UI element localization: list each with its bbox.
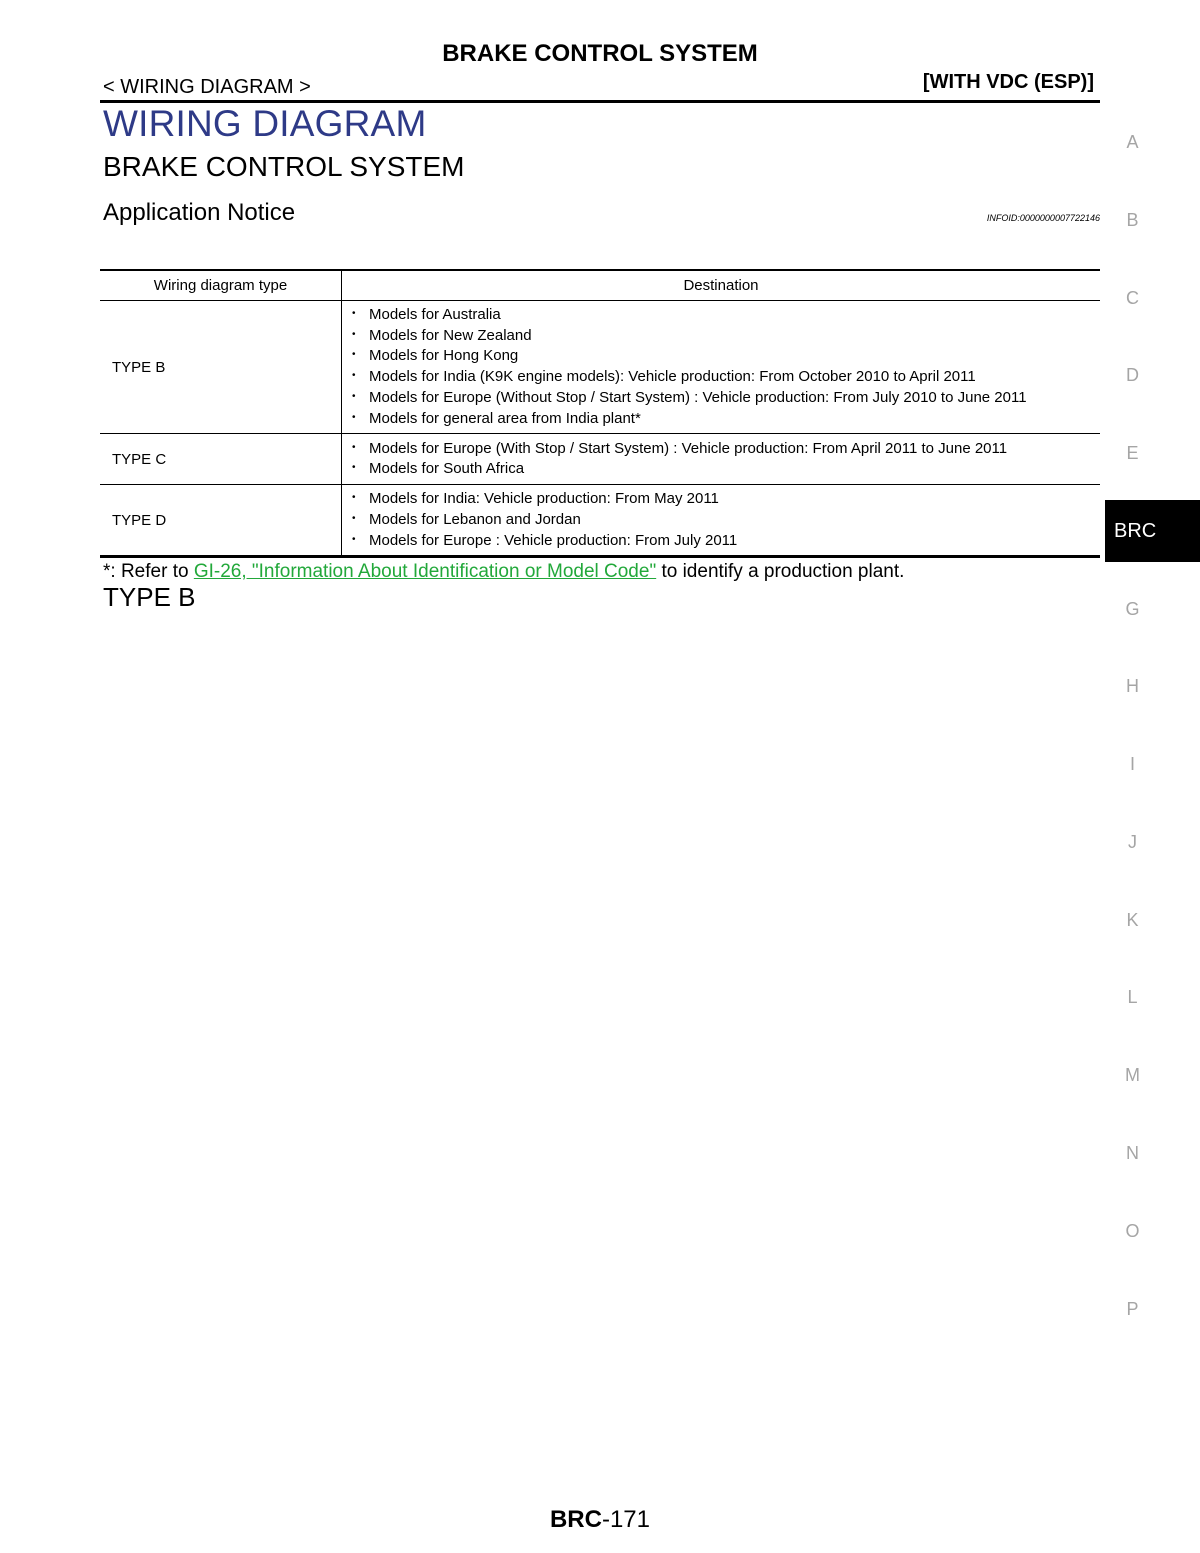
index-letter-d[interactable]: D	[1126, 365, 1139, 385]
type-cell: TYPE C	[100, 434, 342, 485]
list-item: • Models for Hong Kong	[352, 346, 1100, 367]
destination-cell	[342, 434, 1101, 485]
list-item: • Models for Europe (With Stop / Start System) : Vehicle production: From April 2011 to June 2011	[352, 439, 1100, 460]
table-header-row	[100, 270, 1100, 301]
column-header-type: Wiring diagram type	[100, 270, 342, 301]
page-number-value: -171	[601, 1506, 651, 1533]
info-id: INFOID:0000000007722146	[986, 213, 1100, 223]
list-item: • Models for India (K9K engine models): Vehicle production: From October 2010 to April 2011	[352, 367, 1100, 388]
index-tab-brc-active[interactable]: BRC	[1105, 500, 1200, 562]
destination-list	[342, 435, 1100, 484]
list-item: • Models for general area from India plant*	[352, 409, 1100, 430]
topic-heading: Application Notice	[103, 199, 296, 226]
index-letter-e[interactable]: E	[1126, 443, 1139, 463]
table-row	[100, 485, 1100, 557]
index-letter-p[interactable]: P	[1126, 1299, 1139, 1319]
index-letter-o[interactable]: O	[1125, 1221, 1140, 1241]
section-heading: WIRING DIAGRAM	[103, 103, 427, 144]
destination-list	[342, 485, 1100, 555]
index-letter-h[interactable]: H	[1126, 676, 1139, 696]
subsection-heading: BRAKE CONTROL SYSTEM	[103, 151, 465, 182]
list-item: • Models for New Zealand	[352, 326, 1100, 347]
application-notice-table	[100, 269, 1100, 558]
footnote-suffix: to identify a production plant.	[656, 561, 905, 582]
page-number	[0, 1506, 1200, 1534]
index-letter-g[interactable]: G	[1125, 599, 1140, 619]
index-letter-i[interactable]: I	[1129, 754, 1135, 774]
index-letter-k[interactable]: K	[1126, 910, 1139, 930]
type-b-heading: TYPE B	[103, 582, 196, 612]
list-item: • Models for India: Vehicle production: From May 2011	[352, 489, 1100, 510]
page-header-title: BRAKE CONTROL SYSTEM	[442, 40, 758, 67]
destination-cell	[342, 301, 1101, 434]
footnote	[103, 561, 904, 583]
index-letter-m[interactable]: M	[1125, 1065, 1140, 1085]
index-letter-j[interactable]: J	[1128, 832, 1137, 852]
list-item: • Models for Australia	[352, 305, 1100, 326]
column-header-destination: Destination	[342, 270, 1101, 301]
destination-cell	[342, 485, 1101, 557]
model-code-reference-link[interactable]: GI-26, "Information About Identification or Model Code"	[193, 561, 657, 582]
table-row	[100, 434, 1100, 485]
index-letter-c[interactable]: C	[1126, 288, 1139, 308]
index-letter-a[interactable]: A	[1126, 132, 1139, 152]
index-letter-b[interactable]: B	[1126, 210, 1139, 230]
type-cell: TYPE D	[100, 485, 342, 557]
destination-list	[342, 301, 1100, 433]
index-letter-l[interactable]: L	[1127, 987, 1138, 1007]
type-cell: TYPE B	[100, 301, 342, 434]
footnote-prefix: *: Refer to	[103, 561, 194, 582]
index-letter-n[interactable]: N	[1126, 1143, 1139, 1163]
list-item: • Models for South Africa	[352, 459, 1100, 480]
page-number-prefix: BRC	[549, 1506, 602, 1533]
variant-label: [WITH VDC (ESP)]	[922, 71, 1094, 93]
list-item: • Models for Europe (Without Stop / Start System) : Vehicle production: From July 2010 to June 2011	[352, 388, 1100, 409]
list-item: • Models for Europe : Vehicle production: From July 2011	[352, 531, 1100, 552]
section-breadcrumb: < WIRING DIAGRAM >	[103, 76, 311, 98]
list-item: • Models for Lebanon and Jordan	[352, 510, 1100, 531]
table-row	[100, 301, 1100, 434]
